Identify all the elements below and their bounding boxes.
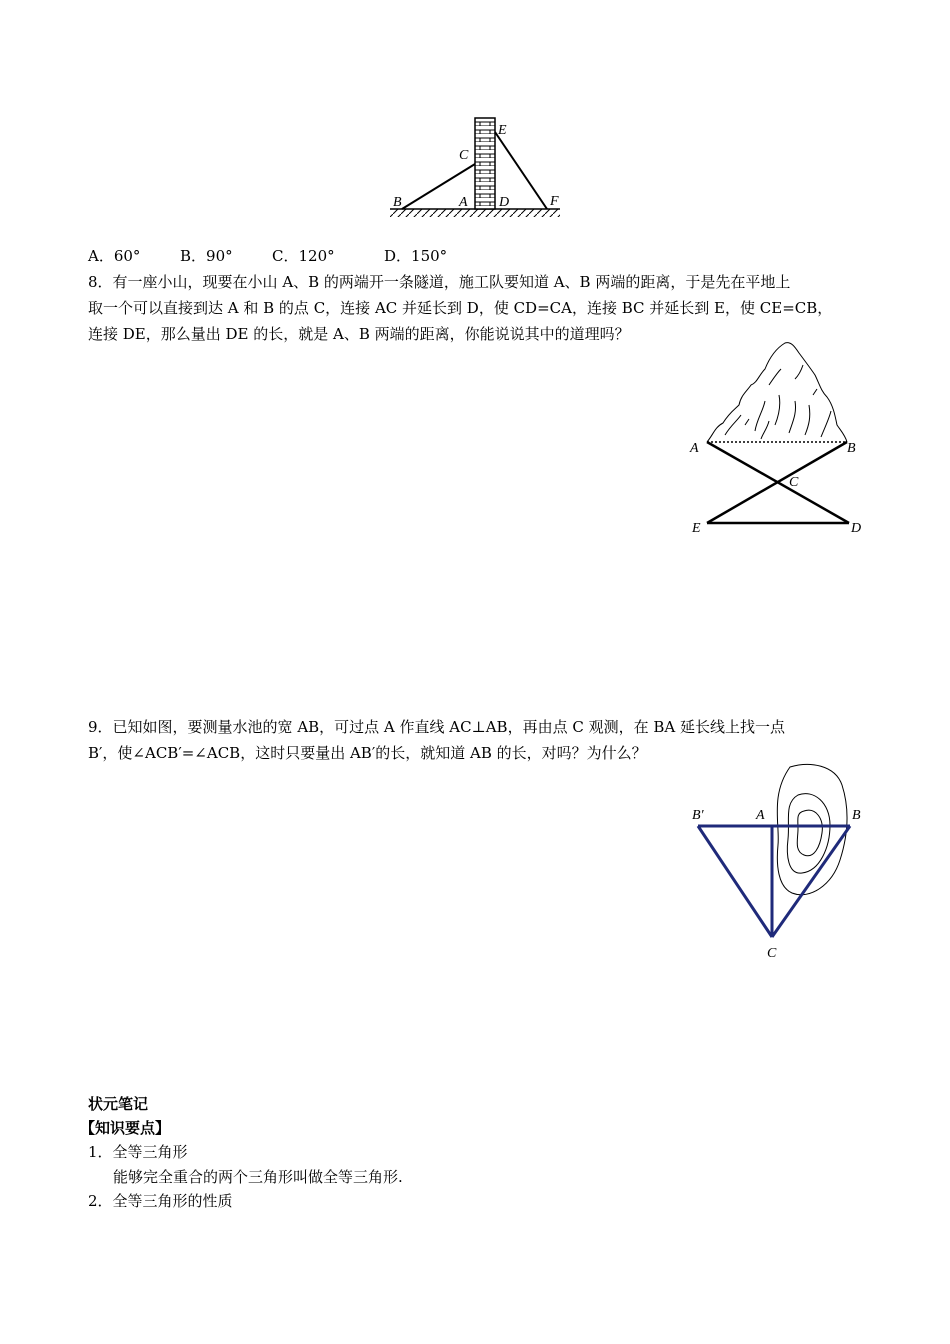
notes-item-1: 1．全等三角形	[88, 1143, 188, 1161]
option-a: A．60°	[88, 247, 141, 265]
q8-line-3: 连接 DE，那么量出 DE 的长，就是 A、B 两端的距离，你能说说其中的道理吗？	[88, 325, 630, 343]
option-b: B．90°	[180, 247, 233, 265]
label-b: B	[393, 195, 402, 210]
line-bpc	[698, 826, 772, 937]
label-b: B	[847, 441, 856, 456]
q9-line-2: B′，使∠ACB′=∠ACB，这时只要量出 AB′的长，就知道 AB 的长，对吗？为什么？	[88, 744, 647, 762]
label-a: A	[459, 195, 468, 210]
pond-inner	[797, 810, 822, 856]
label-c: C	[459, 148, 469, 163]
q9-line-1: 9．已知如图，要测量水池的宽 AB，可过点 A 作直线 AC⊥AB，再由点 C 观测，在 BA 延长线上找一点	[88, 718, 785, 736]
figure-pond-measurement	[690, 755, 875, 965]
brick-wall	[475, 118, 495, 209]
label-c: C	[789, 475, 799, 490]
mountain-outline	[707, 343, 847, 442]
label-e: E	[692, 521, 701, 536]
figure-mountain-tunnel	[685, 335, 870, 540]
option-c: C．120°	[272, 247, 335, 265]
label-e: E	[498, 123, 507, 138]
figure-wall-ladders	[385, 110, 565, 230]
ground	[390, 209, 560, 217]
notes-item-2: 2．全等三角形的性质	[88, 1192, 233, 1210]
label-c: C	[767, 946, 777, 961]
label-d: D	[499, 195, 510, 210]
notes-title: 状元笔记	[88, 1095, 149, 1113]
label-d: D	[851, 521, 862, 536]
q8-line-2: 取一个可以直接到达 A 和 B 的点 C，连接 AC 并延长到 D，使 CD=CA，连接 BC 并延长到 E，使 CE=CB，	[88, 299, 833, 317]
label-bprime: B′	[692, 808, 704, 823]
line-bc	[772, 826, 850, 937]
label-b: B	[852, 808, 861, 823]
notes-item-1-text: 能够完全重合的两个三角形叫做全等三角形.	[113, 1168, 403, 1186]
pond-outer	[777, 764, 847, 894]
label-f: F	[550, 194, 559, 209]
notes-section-heading: 【知识要点】	[80, 1119, 171, 1137]
label-a: A	[756, 808, 765, 823]
label-a: A	[690, 441, 699, 456]
q8-line-1: 8．有一座小山，现要在小山 A、B 的两端开一条隧道，施工队要知道 A、B 两端的距离，于是先在平地上	[88, 273, 791, 291]
option-d: D．150°	[384, 247, 448, 265]
